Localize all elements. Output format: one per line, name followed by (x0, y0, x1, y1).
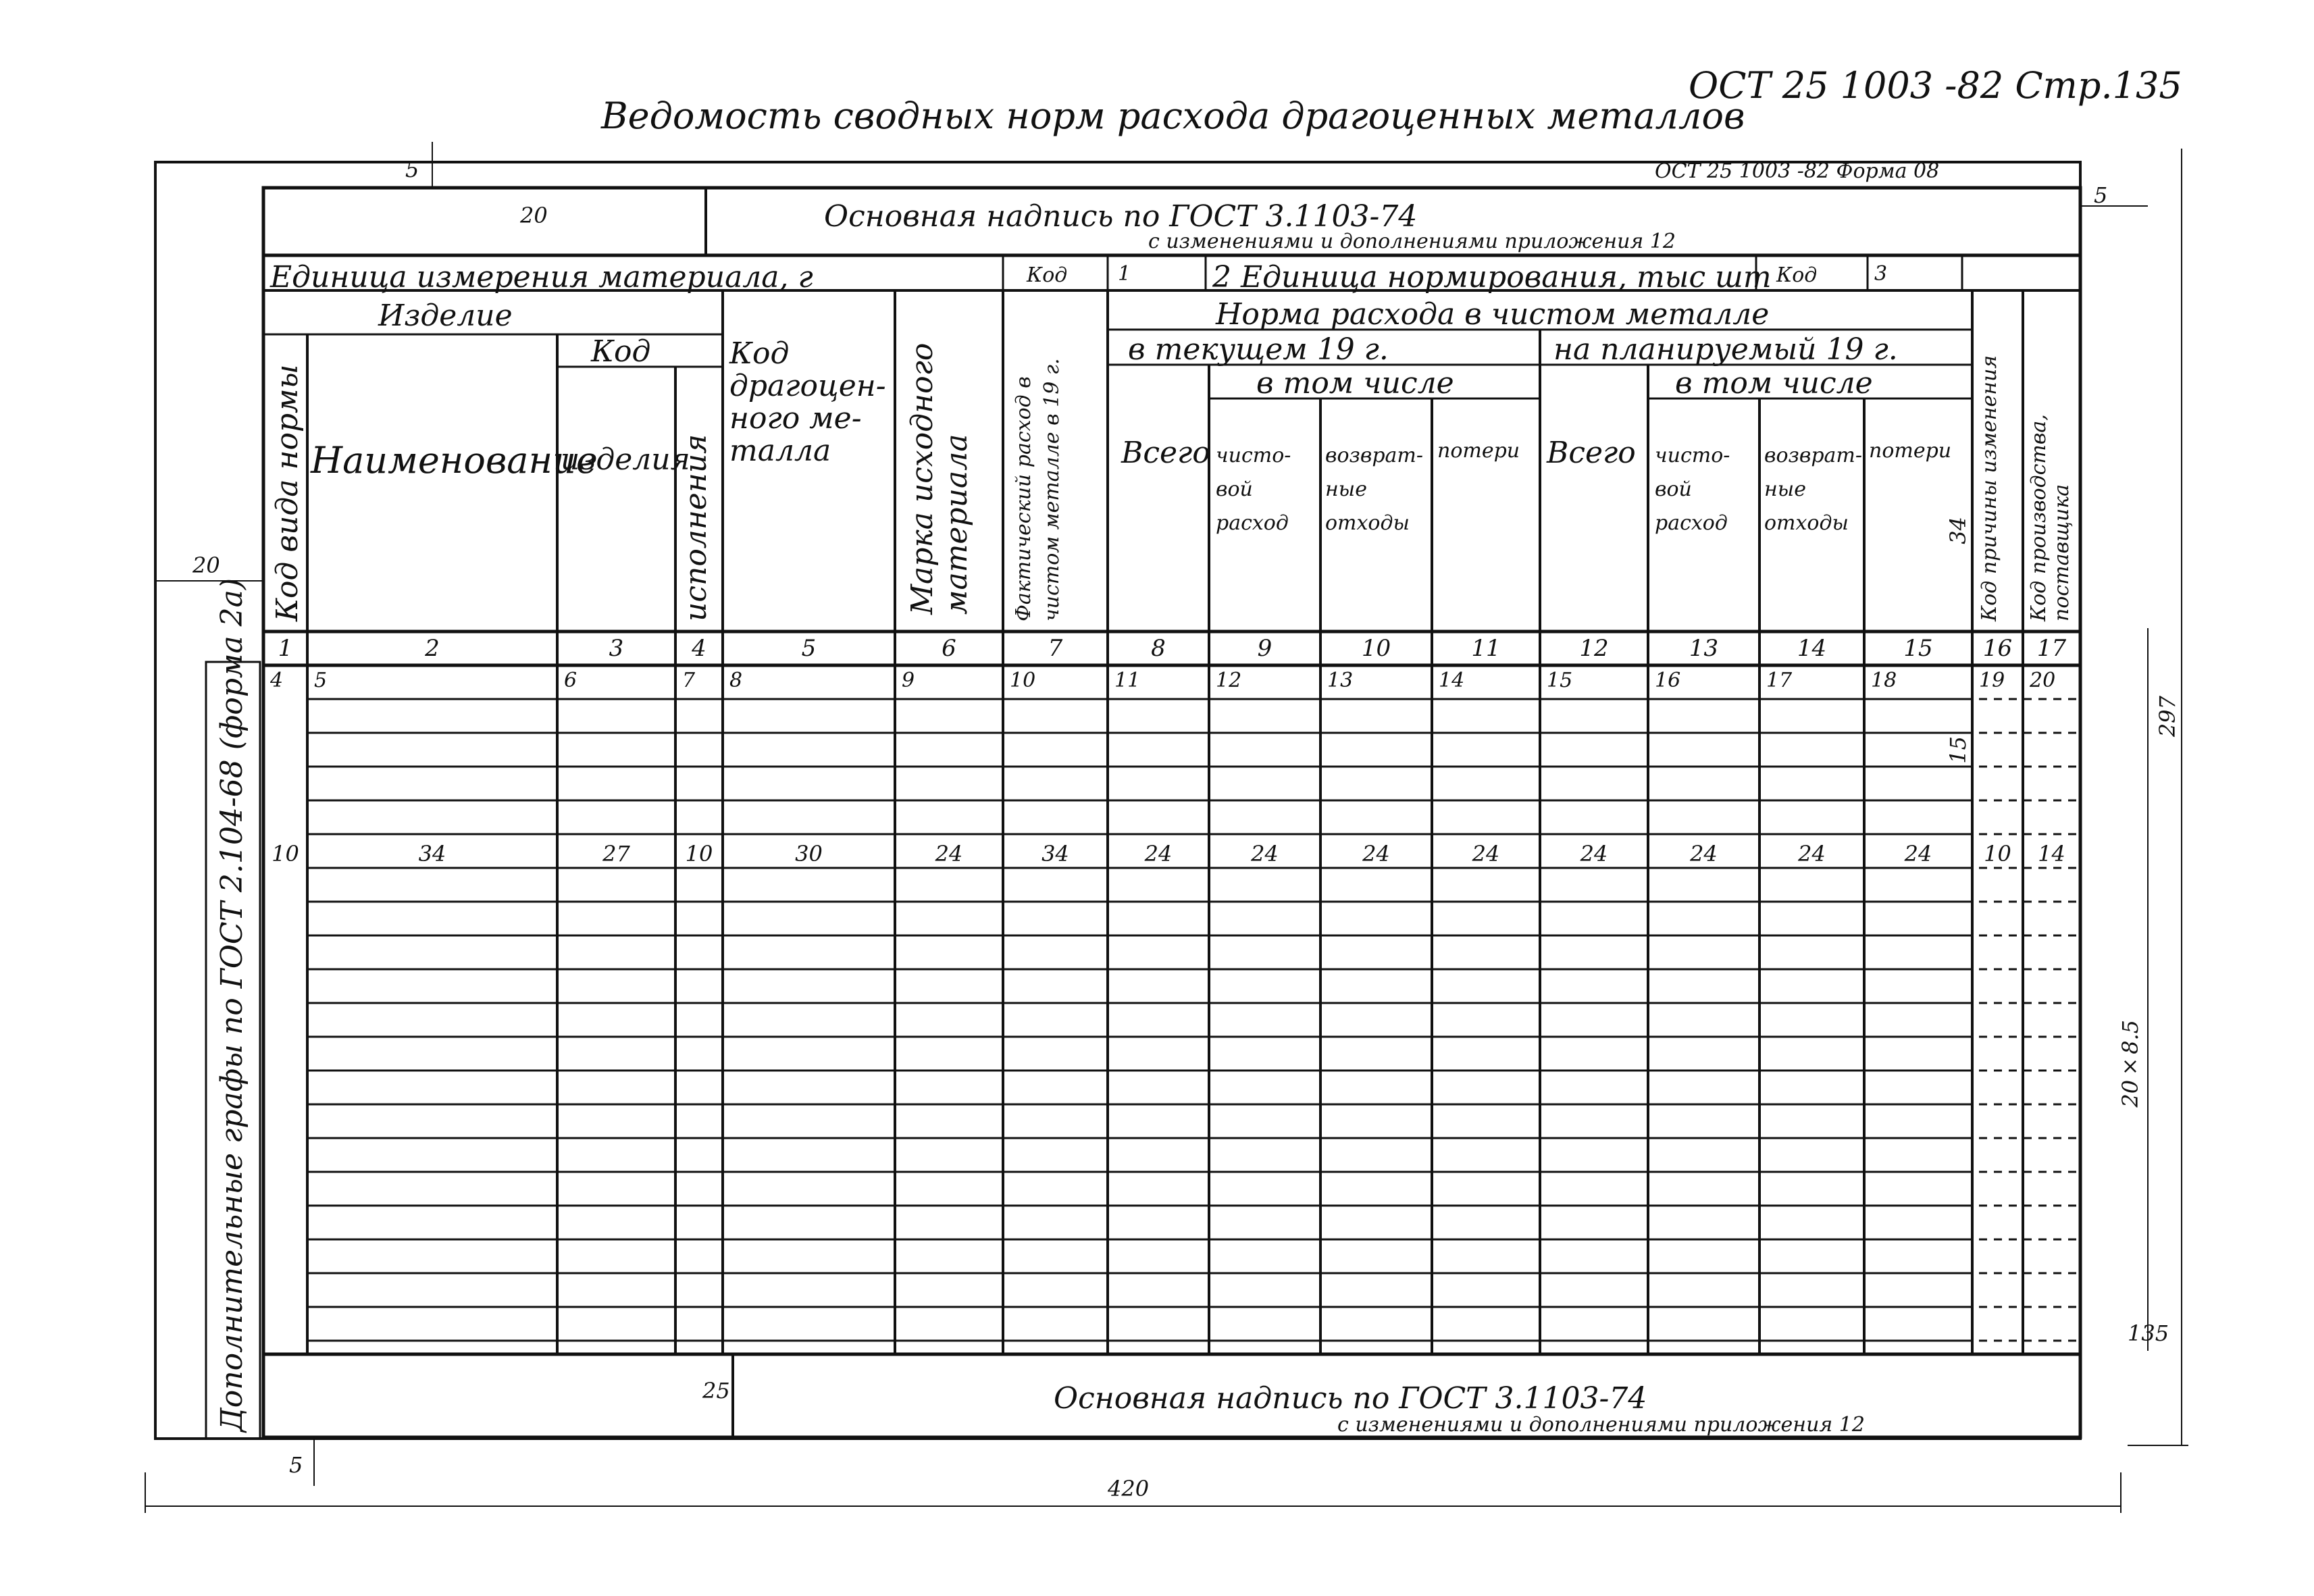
dim-15: 15 (1945, 736, 1971, 764)
column-width-12: 24 (1580, 841, 1608, 867)
heading-incl-2: в том числе (1675, 366, 1873, 401)
field-number-10: 13 (1327, 669, 1354, 692)
field-number-9: 12 (1216, 669, 1242, 692)
column-number-5: 5 (801, 635, 817, 662)
field-number-4: 7 (682, 669, 696, 692)
dim-25: 25 (702, 1378, 730, 1404)
column-width-9: 24 (1251, 841, 1279, 867)
column-number-4: 4 (692, 635, 706, 662)
column-number-8: 8 (1151, 635, 1166, 662)
unit-material-label: Единица измерения материала, г (270, 260, 813, 294)
dim-420: 420 (1108, 1476, 1150, 1501)
column-number-13: 13 (1689, 635, 1719, 662)
heading-norm: Норма расхода в чистом металле (1216, 297, 1770, 332)
col-header-12: Всего (1547, 436, 1636, 470)
field-number-16: 19 (1979, 669, 2005, 692)
col-header-15: потери (1869, 439, 1952, 463)
dim-5-bottom: 5 (289, 1452, 303, 1478)
field-number-12: 15 (1547, 669, 1573, 692)
col-header-11: потери (1437, 439, 1520, 463)
column-width-1: 10 (272, 841, 299, 867)
col-header-17: Код производства, поставщика (2027, 414, 2074, 621)
col-header-9: чисто- вой расход (1216, 444, 1291, 535)
form-title: Ведомость сводных норм расхода драгоценных металлов (601, 95, 1745, 137)
col-header-2: Наименование (311, 439, 598, 482)
column-number-2: 2 (425, 635, 440, 662)
column-number-12: 12 (1579, 635, 1609, 662)
dim-20x8.5: 20×8.5 (2117, 1020, 2143, 1108)
top-stamp-note: с изменениями и дополнениями приложения 12 (1148, 230, 1676, 253)
column-width-10: 24 (1362, 841, 1390, 867)
dim-34: 34 (1945, 517, 1971, 544)
column-width-6: 24 (935, 841, 963, 867)
field-number-5: 8 (729, 669, 743, 692)
heading-kod: Код (591, 334, 651, 369)
box-3: 3 (1874, 262, 1888, 286)
column-number-3: 3 (609, 635, 624, 662)
unit-norm-label: 2 Единица нормирования, тыс шт (1212, 260, 1772, 294)
column-width-4: 10 (685, 841, 713, 867)
column-number-10: 10 (1361, 635, 1391, 662)
box-1: 1 (1118, 262, 1131, 286)
column-width-14: 24 (1798, 841, 1826, 867)
field-number-2: 5 (314, 669, 328, 692)
column-width-17: 14 (2038, 841, 2065, 867)
column-width-8: 24 (1144, 841, 1173, 867)
col-header-14: возврат- ные отходы (1764, 444, 1863, 535)
field-number-17: 20 (2030, 669, 2056, 692)
col-header-13: чисто- вой расход (1655, 444, 1730, 535)
col-header-5: Код драгоцен- ного ме- талла (729, 336, 886, 468)
column-number-17: 17 (2036, 635, 2067, 662)
column-width-15: 24 (1904, 841, 1932, 867)
dim-20-left: 20 (192, 552, 220, 578)
field-number-3: 6 (564, 669, 577, 692)
column-number-9: 9 (1257, 635, 1272, 662)
col-header-3: изделия (561, 442, 690, 477)
column-width-7: 34 (1042, 841, 1069, 867)
column-number-7: 7 (1048, 635, 1063, 662)
dim-297: 297 (2155, 696, 2180, 738)
column-width-11: 24 (1472, 841, 1500, 867)
column-width-2: 34 (418, 841, 446, 867)
heading-izdelie: Изделие (378, 299, 513, 333)
col-header-10: возврат- ные отходы (1325, 444, 1424, 535)
column-number-1: 1 (278, 635, 293, 662)
field-number-1: 4 (270, 669, 284, 692)
form-ref: ОСТ 25 1003 -82 Форма 08 (1655, 159, 1940, 183)
bottom-stamp-note: с изменениями и дополнениями приложения 12 (1337, 1413, 1865, 1437)
heading-planned: на планируемый 19 г. (1553, 332, 1898, 367)
col-header-7: Фактический расход в чистом металле в 19 г. (1012, 358, 1064, 621)
column-number-15: 15 (1903, 635, 1933, 662)
dim-5-right: 5 (2094, 182, 2108, 208)
field-number-7: 10 (1010, 669, 1036, 692)
col-header-1: Код вида нормы (270, 364, 305, 621)
column-width-13: 24 (1690, 841, 1718, 867)
column-width-5: 30 (795, 841, 823, 867)
column-number-11: 11 (1471, 635, 1501, 662)
col-header-6: Марка исходного материала (905, 342, 974, 615)
column-width-3: 27 (602, 841, 630, 867)
heading-incl: в том числе (1256, 366, 1454, 401)
field-number-11: 14 (1439, 669, 1465, 692)
code-label: Код (1027, 263, 1068, 287)
col-header-8: Всего (1121, 436, 1210, 470)
field-number-13: 16 (1655, 669, 1681, 692)
dim-20-top: 20 (520, 203, 548, 228)
column-number-16: 16 (1982, 635, 2013, 662)
side-margin-text: Дополнительные графы по ГОСТ 2.104-68 (форма 2а) (215, 577, 249, 1432)
field-number-6: 9 (902, 669, 915, 692)
bottom-stamp-title: Основная надпись по ГОСТ 3.1103-74 (1054, 1381, 1647, 1416)
code-label-2: Код (1776, 263, 1818, 287)
column-number-14: 14 (1797, 635, 1827, 662)
page-header-ref: ОСТ 25 1003 -82 Стр.135 (1689, 64, 2182, 107)
field-number-15: 18 (1871, 669, 1897, 692)
field-number-14: 17 (1766, 669, 1793, 692)
col-header-4: исполнения (679, 434, 713, 621)
column-width-16: 10 (1984, 841, 2011, 867)
dim-5-top: 5 (405, 157, 419, 182)
heading-current: в текущем 19 г. (1128, 332, 1389, 367)
column-number-6: 6 (942, 635, 956, 662)
field-number-8: 11 (1114, 669, 1141, 692)
top-stamp-title: Основная надпись по ГОСТ 3.1103-74 (824, 199, 1418, 234)
dim-135: 135 (2128, 1320, 2169, 1346)
col-header-16: Код причины изменения (1978, 355, 2001, 621)
